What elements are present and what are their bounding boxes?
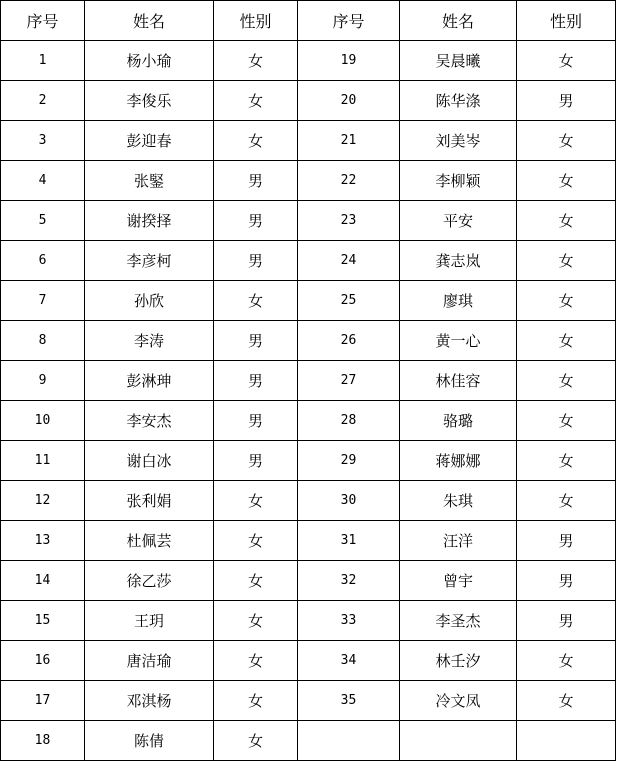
cell-gender: 男 [517,561,616,601]
cell-serial: 15 [1,601,85,641]
cell-gender: 女 [214,481,298,521]
cell-gender: 女 [214,281,298,321]
table-row [1,641,616,681]
cell-name: 张利娟 [85,481,214,521]
cell-gender: 男 [214,161,298,201]
cell-name: 刘美岑 [400,121,517,161]
cell-gender: 女 [517,441,616,481]
cell-serial: 17 [1,681,85,721]
cell-gender: 女 [214,521,298,561]
column-header: 序号 [298,1,400,41]
cell-serial: 11 [1,441,85,481]
cell-serial: 19 [298,41,400,81]
cell-serial: 34 [298,641,400,681]
table-row [1,41,616,81]
cell-serial: 20 [298,81,400,121]
cell-serial: 24 [298,241,400,281]
column-header: 性别 [517,1,616,41]
cell-gender: 男 [214,361,298,401]
cell-gender: 女 [517,41,616,81]
cell-serial: 18 [1,721,85,761]
cell-name: 谢揆择 [85,201,214,241]
cell-gender: 女 [214,681,298,721]
cell-gender: 男 [214,441,298,481]
table-row [1,161,616,201]
table-row [1,681,616,721]
cell-name [400,721,517,761]
cell-gender: 女 [517,201,616,241]
cell-gender: 女 [517,281,616,321]
cell-serial: 32 [298,561,400,601]
cell-gender: 男 [517,81,616,121]
cell-serial: 22 [298,161,400,201]
cell-name: 吴晨曦 [400,41,517,81]
cell-name: 徐乙莎 [85,561,214,601]
cell-name: 冷文凤 [400,681,517,721]
cell-gender: 男 [517,521,616,561]
table-row [1,361,616,401]
cell-name: 骆璐 [400,401,517,441]
cell-gender: 女 [517,681,616,721]
cell-name: 廖琪 [400,281,517,321]
cell-serial: 3 [1,121,85,161]
cell-gender: 女 [517,121,616,161]
cell-name: 蒋娜娜 [400,441,517,481]
table-row [1,521,616,561]
cell-gender: 女 [517,641,616,681]
cell-serial: 10 [1,401,85,441]
cell-serial: 23 [298,201,400,241]
cell-name: 朱琪 [400,481,517,521]
cell-name: 陈华涤 [400,81,517,121]
cell-serial: 13 [1,521,85,561]
cell-name: 张鋻 [85,161,214,201]
cell-gender: 女 [517,401,616,441]
cell-name: 唐洁瑜 [85,641,214,681]
cell-serial: 2 [1,81,85,121]
column-header: 性别 [214,1,298,41]
cell-name: 陈倩 [85,721,214,761]
table-row [1,241,616,281]
cell-serial: 12 [1,481,85,521]
table-row [1,721,616,761]
cell-gender: 男 [214,201,298,241]
cell-name: 谢白冰 [85,441,214,481]
header-row [1,1,616,41]
roster-body [1,41,616,761]
table-row [1,281,616,321]
cell-gender: 女 [517,241,616,281]
cell-gender: 男 [517,601,616,641]
cell-serial: 30 [298,481,400,521]
cell-gender: 女 [214,121,298,161]
cell-name: 杨小瑜 [85,41,214,81]
cell-serial: 7 [1,281,85,321]
cell-serial: 29 [298,441,400,481]
cell-serial: 31 [298,521,400,561]
cell-serial: 25 [298,281,400,321]
cell-gender: 女 [214,641,298,681]
column-header: 序号 [1,1,85,41]
table-row [1,121,616,161]
cell-name: 李俊乐 [85,81,214,121]
cell-name: 平安 [400,201,517,241]
table-row [1,81,616,121]
table-row [1,201,616,241]
cell-name: 王玥 [85,601,214,641]
cell-name: 李柳颖 [400,161,517,201]
cell-serial: 6 [1,241,85,281]
cell-gender: 女 [214,41,298,81]
cell-name: 汪洋 [400,521,517,561]
cell-gender: 男 [214,321,298,361]
cell-name: 彭淋珅 [85,361,214,401]
table-row [1,561,616,601]
cell-name: 李安杰 [85,401,214,441]
table-row [1,321,616,361]
cell-gender: 女 [517,161,616,201]
cell-name: 曾宇 [400,561,517,601]
cell-serial: 8 [1,321,85,361]
cell-serial: 14 [1,561,85,601]
cell-gender [517,721,616,761]
cell-gender: 女 [517,481,616,521]
cell-serial: 28 [298,401,400,441]
cell-gender: 男 [214,241,298,281]
cell-gender: 女 [214,721,298,761]
table-row [1,601,616,641]
cell-name: 彭迎春 [85,121,214,161]
cell-name: 林壬汐 [400,641,517,681]
cell-serial: 5 [1,201,85,241]
cell-name: 李彦柯 [85,241,214,281]
table-row [1,481,616,521]
cell-serial: 9 [1,361,85,401]
cell-gender: 女 [214,81,298,121]
cell-serial: 27 [298,361,400,401]
cell-name: 龚志岚 [400,241,517,281]
cell-name: 杜佩芸 [85,521,214,561]
cell-gender: 女 [517,321,616,361]
table-row [1,401,616,441]
table-row [1,441,616,481]
cell-name: 林佳容 [400,361,517,401]
cell-gender: 女 [214,561,298,601]
cell-serial: 1 [1,41,85,81]
cell-serial: 35 [298,681,400,721]
cell-name: 孙欣 [85,281,214,321]
cell-gender: 女 [517,361,616,401]
cell-gender: 男 [214,401,298,441]
roster-head [1,1,616,41]
cell-serial: 21 [298,121,400,161]
cell-serial: 4 [1,161,85,201]
cell-name: 黄一心 [400,321,517,361]
cell-serial [298,721,400,761]
cell-gender: 女 [214,601,298,641]
cell-name: 邓淇杨 [85,681,214,721]
cell-name: 李涛 [85,321,214,361]
cell-serial: 16 [1,641,85,681]
cell-serial: 26 [298,321,400,361]
cell-name: 李圣杰 [400,601,517,641]
column-header: 姓名 [85,1,214,41]
column-header: 姓名 [400,1,517,41]
cell-serial: 33 [298,601,400,641]
